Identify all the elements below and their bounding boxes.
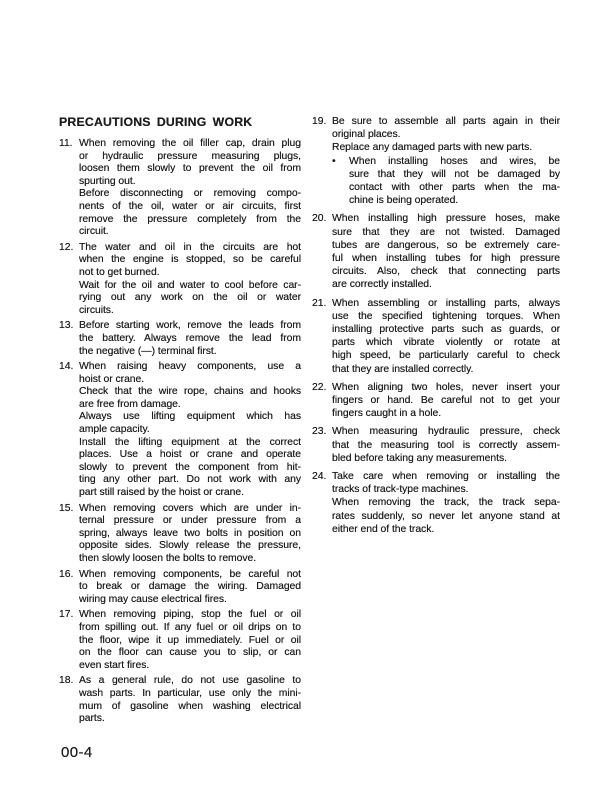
text-line: When raising heavy components, use a: [79, 361, 301, 373]
left-column-items: [59, 138, 301, 726]
text-line: Always use lifting equipment which has: [79, 411, 301, 423]
text-line: When removing components, be careful not: [79, 568, 301, 580]
precaution-item: [312, 470, 560, 536]
item-number: 12.: [59, 241, 74, 253]
text-line: either end of the track.: [332, 523, 435, 535]
paragraph: [79, 188, 301, 238]
item-number: 19.: [312, 116, 327, 127]
paragraph: [79, 361, 301, 386]
paragraph: [332, 141, 560, 154]
text-line: the negative (—) terminal first.: [79, 345, 217, 357]
item-number: 18.: [59, 675, 74, 687]
item-number: 23.: [312, 426, 327, 438]
text-line: Before disconnecting or removing compo-: [79, 188, 301, 200]
text-line: places. Use a hoist or crane and operate: [79, 449, 301, 461]
item-number: 21.: [312, 297, 327, 309]
paragraph: [79, 280, 301, 318]
text-line: opposite sides. Slowly release the pressure,: [79, 540, 301, 552]
paragraph: [79, 242, 301, 280]
item-body: [332, 470, 560, 536]
item-body: [79, 503, 301, 566]
paragraph: [332, 470, 560, 496]
text-line: when the engine is stopped, so be careful: [79, 254, 301, 266]
text-line: ample capacity.: [79, 424, 150, 436]
precaution-item: [59, 320, 301, 358]
text-line: installing protective parts such as guards, or: [332, 324, 560, 336]
text-line: are correctly installed.: [332, 279, 432, 291]
text-line: Be sure to assemble all parts again in their: [332, 116, 560, 127]
text-line: Install the lifting equipment at the correct: [79, 436, 301, 448]
paragraph: [79, 138, 301, 188]
text-line: tracks of track-type machines.: [332, 484, 469, 496]
text-line: When removing the track, the track sepa-: [332, 497, 560, 509]
text-line: sure that they will not be damaged by: [349, 168, 560, 180]
text-line: Check that the wire rope, chains and hooks: [79, 386, 301, 398]
text-line: high speed, be particularly careful to check: [332, 350, 560, 362]
text-line: fingers or hand. Be careful not to get your: [332, 395, 560, 407]
text-line: parts which vibrate violently or rotate at: [332, 337, 560, 349]
text-line: on the floor can cause you to slip, or can: [79, 647, 301, 659]
item-body: [79, 675, 301, 725]
text-line: When installing high pressure hoses, make: [332, 213, 560, 225]
precaution-item: [59, 609, 301, 672]
item-number: 22.: [312, 381, 327, 393]
text-line: wiring may cause electrical fires.: [79, 593, 227, 605]
text-line: then slowly loosen the bolts to remove.: [79, 553, 257, 564]
text-line: rates suddenly, so never let anyone stand at: [332, 510, 560, 522]
precaution-item: [59, 675, 301, 725]
text-line: circuit.: [79, 226, 109, 238]
text-line: ternal pressure or under pressure from a: [79, 515, 301, 527]
text-line: Wait for the oil and water to cool before car-: [79, 279, 301, 291]
item-number: 16.: [59, 568, 74, 580]
text-line: that they are installed correctly.: [332, 363, 474, 375]
item-body: [332, 297, 560, 376]
paragraph: [79, 320, 301, 358]
text-line: the floor, wipe it up immediately. Fuel or oil: [79, 634, 301, 646]
text-line: spurting out.: [79, 175, 136, 187]
right-column: [312, 115, 560, 541]
bullet-point: [332, 155, 560, 208]
text-line: circuits. Also, check that connecting parts: [332, 266, 560, 278]
item-body: [79, 242, 301, 318]
text-line: When aligning two holes, never insert your: [332, 381, 560, 393]
text-line: When installing hoses and wires, be: [349, 155, 560, 167]
text-line: ting any other part. Do not work with any: [79, 474, 301, 486]
precaution-item: [312, 212, 560, 291]
text-line: hoist or crane.: [79, 373, 145, 385]
left-column: [59, 115, 301, 729]
text-line: loosen them slowly to prevent the oil from: [79, 163, 301, 175]
paragraph: [79, 609, 301, 672]
text-line: wash parts. In particular, use only the mini-: [79, 687, 301, 699]
text-line: When measuring hydraulic pressure, check: [332, 426, 560, 438]
text-line: fingers caught in a hole.: [332, 408, 442, 420]
text-line: bled before taking any measurements.: [332, 452, 507, 464]
item-number: 20.: [312, 213, 327, 225]
text-line: chine is being operated.: [349, 195, 459, 207]
precaution-item: [312, 297, 560, 376]
text-line: When removing the oil filler cap, drain plug: [79, 138, 301, 149]
text-line: As a general rule, do not use gasoline to: [79, 675, 301, 687]
precaution-item: [59, 503, 301, 566]
paragraph: [332, 297, 560, 376]
precaution-item: [59, 138, 301, 239]
item-body: [79, 569, 301, 607]
text-line: When assembling or installing parts, always: [332, 297, 560, 309]
text-line: the battery. Always remove the lead from: [79, 332, 301, 344]
text-line: Replace any damaged parts with new parts.: [332, 142, 533, 154]
precaution-item: [59, 361, 301, 500]
precaution-item: [312, 381, 560, 421]
text-line: nents of the oil, water or air circuits, first: [79, 200, 301, 212]
text-line: use the specified tightening torques. When: [332, 310, 560, 322]
text-line: tubes are dangerous, so be extremely care-: [332, 239, 560, 251]
item-body: [332, 381, 560, 421]
text-line: or hydraulic pressure measuring plugs,: [79, 150, 301, 162]
paragraph: [332, 115, 560, 141]
text-line: contact with other parts when the ma-: [349, 182, 560, 194]
precaution-item: [312, 425, 560, 465]
item-number: 15.: [59, 502, 74, 514]
paragraph: [79, 675, 301, 725]
text-line: not to get burned.: [79, 266, 160, 278]
text-line: When removing covers which are under in-: [79, 502, 301, 514]
item-body: [79, 609, 301, 672]
text-line: ful when installing tubes for high pressure: [332, 253, 560, 265]
item-body: [332, 425, 560, 465]
text-line: remove the pressure completely from the: [79, 213, 301, 225]
text-line: to break or damage the wiring. Damaged: [79, 581, 301, 593]
paragraph: [79, 569, 301, 607]
item-body: [79, 138, 301, 239]
text-line: slowly to prevent the component from hit-: [79, 461, 301, 473]
precaution-item: [312, 115, 560, 207]
bullet-text: [349, 155, 560, 208]
paragraph: [332, 496, 560, 536]
section-heading: PRECAUTIONS DURING WORK: [59, 115, 253, 129]
text-line: circuits.: [79, 304, 114, 316]
item-body: [332, 115, 560, 207]
text-line: Take care when removing or installing the: [332, 471, 560, 483]
text-line: original places.: [332, 129, 401, 141]
item-body: [79, 361, 301, 500]
text-line: Before starting work, remove the leads from: [79, 320, 301, 332]
paragraph: [332, 212, 560, 291]
precaution-item: [59, 242, 301, 318]
paragraph: [79, 386, 301, 411]
item-number: 13.: [59, 320, 74, 332]
text-line: even start fires.: [79, 659, 150, 671]
item-body: [332, 212, 560, 291]
paragraph: [79, 411, 301, 436]
text-line: The water and oil in the circuits are hot: [79, 241, 301, 253]
item-number: 11.: [59, 138, 73, 149]
paragraph: [332, 381, 560, 421]
text-line: part still raised by the hoist or crane.: [79, 487, 244, 499]
page-number: 00-4: [61, 744, 93, 761]
text-line: that the measuring tool is correctly assem-: [332, 439, 560, 451]
bullet-marker: •: [332, 155, 336, 167]
item-number: 17.: [59, 609, 74, 621]
text-line: When removing piping, stop the fuel or oil: [79, 609, 301, 621]
text-line: sure that they are not twisted. Damaged: [332, 226, 560, 238]
text-line: parts.: [79, 713, 105, 725]
item-number: 14.: [59, 361, 74, 373]
paragraph: [79, 437, 301, 500]
precaution-item: [59, 569, 301, 607]
text-line: from spilling out. If any fuel or oil drips on to: [79, 621, 301, 633]
paragraph: [332, 425, 560, 465]
text-line: spring, always leave two bolts in position on: [79, 527, 301, 539]
text-line: are free from damage.: [79, 398, 181, 410]
right-column-items: [312, 115, 560, 536]
text-line: mum of gasoline when washing electrical: [79, 700, 301, 712]
item-number: 24.: [312, 471, 327, 483]
item-body: [79, 320, 301, 358]
text-line: rying out any work on the oil or water: [79, 292, 301, 304]
paragraph: [79, 503, 301, 566]
